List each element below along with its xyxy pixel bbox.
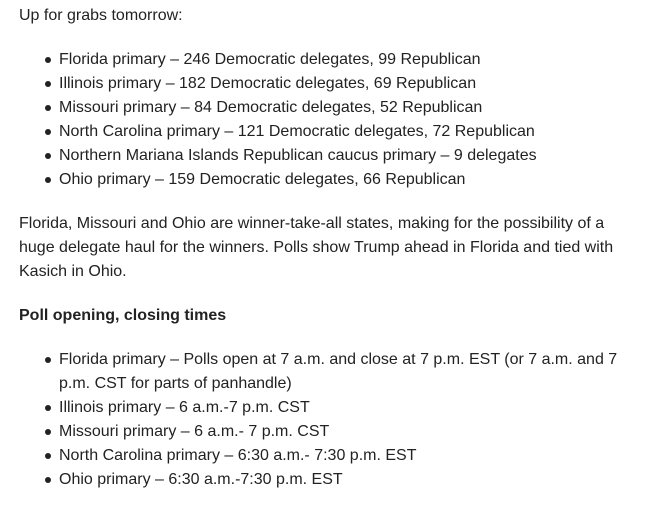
- list-item-text: North Carolina primary – 6:30 a.m.- 7:30 p.m. EST: [59, 447, 417, 464]
- list-item: [43, 144, 639, 168]
- list-item-text: Ohio primary – 159 Democratic delegates, 66 Republican: [59, 171, 466, 188]
- list-item: [43, 396, 639, 420]
- list-item: [43, 96, 639, 120]
- section-heading: Poll opening, closing times: [19, 307, 227, 324]
- list-item: [43, 48, 639, 72]
- body-paragraph: Florida, Missouri and Ohio are winner-take-all states, making for the possibility of a huge delegate haul for the winners. Polls show Trump ahead in Florida and tied with Kasich in Ohio.: [19, 215, 614, 280]
- list-item-text: Northern Mariana Islands Republican caucus primary – 9 delegates: [59, 147, 537, 164]
- list-item: [43, 444, 639, 468]
- list-item: [43, 420, 639, 444]
- list-item-text: North Carolina primary – 121 Democratic delegates, 72 Republican: [59, 123, 535, 140]
- list-item-text: Missouri primary – 84 Democratic delegates, 52 Republican: [59, 99, 483, 116]
- list-item-text: Ohio primary – 6:30 a.m.-7:30 p.m. EST: [59, 471, 343, 488]
- list-item: [43, 72, 639, 96]
- poll-times-list: [19, 348, 639, 492]
- list-item: [43, 348, 639, 396]
- list-item-text: Illinois primary – 182 Democratic delegates, 69 Republican: [59, 75, 477, 92]
- list-item-text: Illinois primary – 6 a.m.-7 p.m. CST: [59, 399, 310, 416]
- list-item-text: Florida primary – Polls open at 7 a.m. and close at 7 p.m. EST (or 7 a.m. and 7 p.m. CST for parts of panhandle): [59, 351, 618, 392]
- list-item-text: Missouri primary – 6 a.m.- 7 p.m. CST: [59, 423, 330, 440]
- intro-text: Up for grabs tomorrow:: [19, 7, 183, 24]
- list-item: [43, 120, 639, 144]
- list-item: [43, 168, 639, 192]
- delegates-list: [19, 48, 639, 192]
- list-item-text: Florida primary – 246 Democratic delegates, 99 Republican: [59, 51, 481, 68]
- list-item: [43, 468, 639, 492]
